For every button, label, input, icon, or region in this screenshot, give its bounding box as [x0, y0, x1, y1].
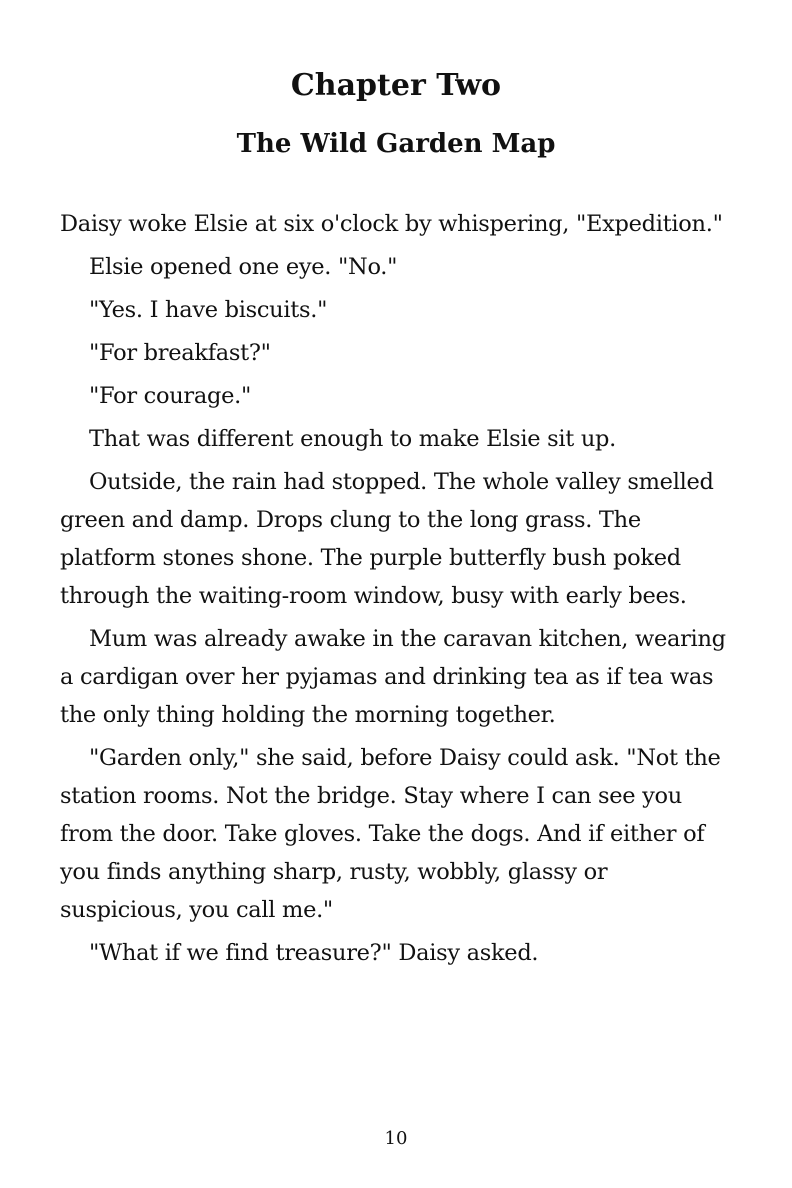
paragraph: "Yes. I have biscuits.": [89, 297, 328, 323]
paragraph: That was different enough to make Elsie sit up.: [89, 426, 616, 452]
paragraph: "What if we find treasure?" Daisy asked.: [89, 940, 539, 966]
paragraph: Elsie opened one eye. "No.": [89, 254, 398, 280]
page-number: 10: [384, 1128, 408, 1149]
body-text: [60, 205, 732, 977]
chapter-subtitle: The Wild Garden Map: [236, 129, 556, 159]
paragraph: Outside, the rain had stopped. The whole valley smelled green and damp. Drops clung to the long grass. The platform stones shone. The purple butterfly bush poked through the waiting-room window, busy with early bees.: [60, 469, 714, 609]
paragraph: "Garden only," she said, before Daisy could ask. "Not the station rooms. Not the bridge. Stay where I can see you from the door. Take gloves. Take the dogs. And if either of you finds anything sharp, rusty, wobbly, glassy or suspicious, you call me.": [60, 745, 721, 923]
chapter-title: Chapter Two: [290, 68, 502, 103]
paragraph: "For courage.": [89, 383, 252, 409]
paragraph: "For breakfast?": [89, 340, 271, 366]
paragraph: Daisy woke Elsie at six o'clock by whispering, "Expedition.": [60, 211, 723, 237]
paragraph: Mum was already awake in the caravan kitchen, wearing a cardigan over her pyjamas and drinking tea as if tea was the only thing holding the morning together.: [60, 626, 726, 728]
